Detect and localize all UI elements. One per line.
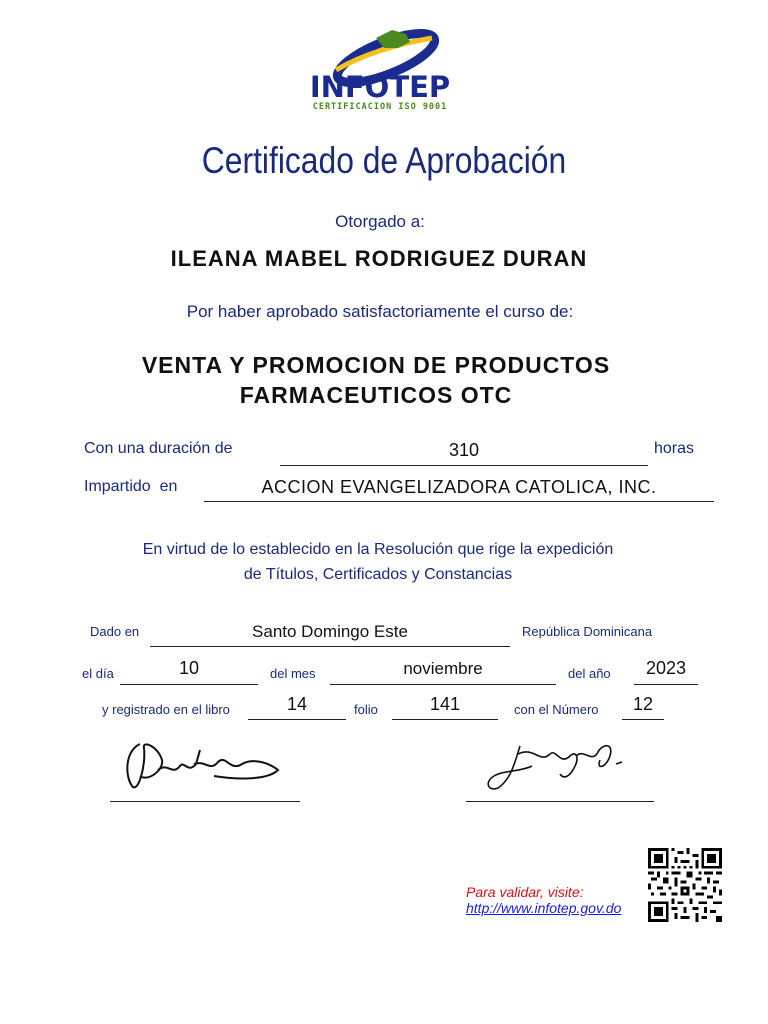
course-name-line1: VENTA Y PROMOCION DE PRODUCTOS xyxy=(141,352,611,378)
given-in-underline xyxy=(150,646,510,647)
resolution-line1: En virtud de lo establecido en la Resolución que rige la expedición xyxy=(142,541,614,558)
given-in-label: Dado en xyxy=(90,624,140,639)
course-name xyxy=(0,350,752,410)
day-label: el día xyxy=(82,666,114,681)
logo-certification: CERTIFICACION ISO 9001 xyxy=(312,102,448,112)
folio-underline xyxy=(392,719,498,720)
right-signature xyxy=(480,736,640,796)
duration-label: Con una duración de xyxy=(84,440,233,457)
qr-code-icon[interactable] xyxy=(648,848,722,922)
book-label: y registrado en el libro xyxy=(102,702,230,717)
year-value: 2023 xyxy=(645,658,687,678)
logo-name: INFOTEP xyxy=(309,70,451,104)
right-signature-line xyxy=(466,801,654,802)
country: República Dominicana xyxy=(522,624,653,639)
left-signature-line xyxy=(110,801,300,802)
certificate-title: Certificado de Aprobación xyxy=(201,140,567,181)
resolution-text xyxy=(0,537,756,587)
year-label: del año xyxy=(568,666,611,681)
month-value: noviembre xyxy=(403,659,483,678)
month-underline xyxy=(330,684,556,685)
year-underline xyxy=(634,684,698,685)
duration-underline xyxy=(280,465,648,466)
day-value: 10 xyxy=(178,658,200,678)
awarded-label: Otorgado a: xyxy=(335,212,425,231)
number-label: con el Número xyxy=(514,702,599,717)
folio-label: folio xyxy=(354,702,378,717)
course-intro: Por haber aprobado satisfactoriamente el curso de: xyxy=(186,302,574,321)
validate-text: Para validar, visite: xyxy=(466,884,584,900)
imparted-underline xyxy=(204,501,714,502)
left-signature xyxy=(118,736,288,796)
day-underline xyxy=(120,684,258,685)
number-value: 12 xyxy=(632,694,654,714)
course-name-line2: FARMACEUTICOS OTC xyxy=(239,382,513,408)
book-value: 14 xyxy=(286,694,308,714)
imparted-value: ACCION EVANGELIZADORA CATOLICA, INC. xyxy=(261,477,657,497)
validate-link[interactable]: http://www.infotep.gov.do xyxy=(466,900,622,916)
number-underline xyxy=(622,719,664,720)
duration-unit: horas xyxy=(654,440,695,457)
recipient-name: ILEANA MABEL RODRIGUEZ DURAN xyxy=(170,246,588,271)
duration-value: 310 xyxy=(448,440,480,460)
month-label: del mes xyxy=(270,666,316,681)
imparted-label: Impartido en xyxy=(84,478,178,495)
folio-value: 141 xyxy=(429,694,461,714)
resolution-line2: de Títulos, Certificados y Constancias xyxy=(243,566,513,583)
given-in-value: Santo Domingo Este xyxy=(252,622,408,641)
book-underline xyxy=(248,719,346,720)
